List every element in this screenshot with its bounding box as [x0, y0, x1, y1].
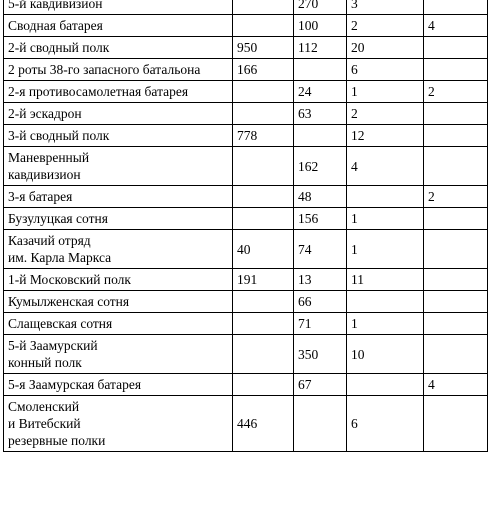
column-2-cell [233, 186, 294, 208]
table-row [4, 335, 488, 374]
column-2-cell [233, 103, 294, 125]
unit-name-cell: 5-й кавдивизион [4, 0, 233, 15]
column-4-cell [347, 374, 424, 396]
table-row [4, 103, 488, 125]
column-2-cell [233, 0, 294, 15]
column-2-cell [233, 291, 294, 313]
column-4-cell: 10 [347, 335, 424, 374]
unit-name-cell: Сводная батарея [4, 15, 233, 37]
unit-name-cell: Кумылженская сотня [4, 291, 233, 313]
table-body [4, 0, 488, 452]
column-5-cell [424, 230, 488, 269]
column-5-cell: 2 [424, 81, 488, 103]
column-3-cell: 112 [294, 37, 347, 59]
column-5-cell [424, 0, 488, 15]
column-2-cell: 191 [233, 269, 294, 291]
unit-name-cell: 2-й эскадрон [4, 103, 233, 125]
table-row [4, 291, 488, 313]
column-3-cell: 156 [294, 208, 347, 230]
column-2-cell [233, 335, 294, 374]
column-5-cell: 4 [424, 15, 488, 37]
column-5-cell: 4 [424, 374, 488, 396]
table-row [4, 15, 488, 37]
table-row [4, 186, 488, 208]
column-2-cell: 778 [233, 125, 294, 147]
column-5-cell [424, 335, 488, 374]
column-2-cell: 950 [233, 37, 294, 59]
column-5-cell [424, 396, 488, 452]
column-5-cell [424, 59, 488, 81]
column-3-cell: 350 [294, 335, 347, 374]
column-3-cell [294, 125, 347, 147]
column-5-cell: 2 [424, 186, 488, 208]
column-4-cell: 1 [347, 81, 424, 103]
table-row [4, 313, 488, 335]
table-row [4, 0, 488, 15]
column-3-cell [294, 396, 347, 452]
column-4-cell: 11 [347, 269, 424, 291]
table-row [4, 147, 488, 186]
unit-name-cell: 3-я батарея [4, 186, 233, 208]
column-4-cell: 1 [347, 230, 424, 269]
column-4-cell: 1 [347, 313, 424, 335]
column-4-cell: 12 [347, 125, 424, 147]
unit-name-cell: 2 роты 38-го запасного батальона [4, 59, 233, 81]
unit-name-cell: 5-я Заамурская батарея [4, 374, 233, 396]
unit-name-cell: 2-й сводный полк [4, 37, 233, 59]
column-4-cell [347, 186, 424, 208]
unit-name-cell: 5-й Заамурский конный полк [4, 335, 233, 374]
unit-name-cell: Бузулуцкая сотня [4, 208, 233, 230]
column-3-cell: 270 [294, 0, 347, 15]
column-3-cell: 67 [294, 374, 347, 396]
column-2-cell [233, 374, 294, 396]
column-4-cell: 2 [347, 103, 424, 125]
column-5-cell [424, 125, 488, 147]
column-2-cell [233, 208, 294, 230]
column-4-cell: 6 [347, 59, 424, 81]
column-5-cell [424, 147, 488, 186]
column-3-cell: 48 [294, 186, 347, 208]
unit-name-cell: Казачий отряд им. Карла Маркса [4, 230, 233, 269]
column-3-cell: 66 [294, 291, 347, 313]
column-3-cell: 74 [294, 230, 347, 269]
column-2-cell [233, 81, 294, 103]
unit-name-cell: Слащевская сотня [4, 313, 233, 335]
column-2-cell [233, 147, 294, 186]
column-4-cell: 1 [347, 208, 424, 230]
column-3-cell [294, 59, 347, 81]
column-5-cell [424, 269, 488, 291]
table-row [4, 208, 488, 230]
column-3-cell: 63 [294, 103, 347, 125]
column-5-cell [424, 313, 488, 335]
column-3-cell: 100 [294, 15, 347, 37]
column-4-cell: 3 [347, 0, 424, 15]
unit-name-cell: Маневренный кавдивизион [4, 147, 233, 186]
column-4-cell: 2 [347, 15, 424, 37]
table-row [4, 37, 488, 59]
table-row [4, 59, 488, 81]
column-3-cell: 13 [294, 269, 347, 291]
column-2-cell: 166 [233, 59, 294, 81]
column-4-cell: 4 [347, 147, 424, 186]
table-row [4, 396, 488, 452]
table-row [4, 230, 488, 269]
units-table [3, 0, 488, 452]
column-2-cell: 40 [233, 230, 294, 269]
column-2-cell [233, 313, 294, 335]
unit-name-cell: 1-й Московский полк [4, 269, 233, 291]
table-row [4, 374, 488, 396]
column-5-cell [424, 37, 488, 59]
column-2-cell [233, 15, 294, 37]
column-5-cell [424, 103, 488, 125]
column-3-cell: 24 [294, 81, 347, 103]
column-4-cell: 20 [347, 37, 424, 59]
column-5-cell [424, 291, 488, 313]
table-row [4, 125, 488, 147]
column-3-cell: 162 [294, 147, 347, 186]
unit-name-cell: 2-я противосамолетная батарея [4, 81, 233, 103]
unit-name-cell: 3-й сводный полк [4, 125, 233, 147]
column-2-cell: 446 [233, 396, 294, 452]
column-4-cell [347, 291, 424, 313]
unit-name-cell: Смоленский и Витебский резервные полки [4, 396, 233, 452]
column-5-cell [424, 208, 488, 230]
column-4-cell: 6 [347, 396, 424, 452]
table-row [4, 81, 488, 103]
column-3-cell: 71 [294, 313, 347, 335]
table-row [4, 269, 488, 291]
